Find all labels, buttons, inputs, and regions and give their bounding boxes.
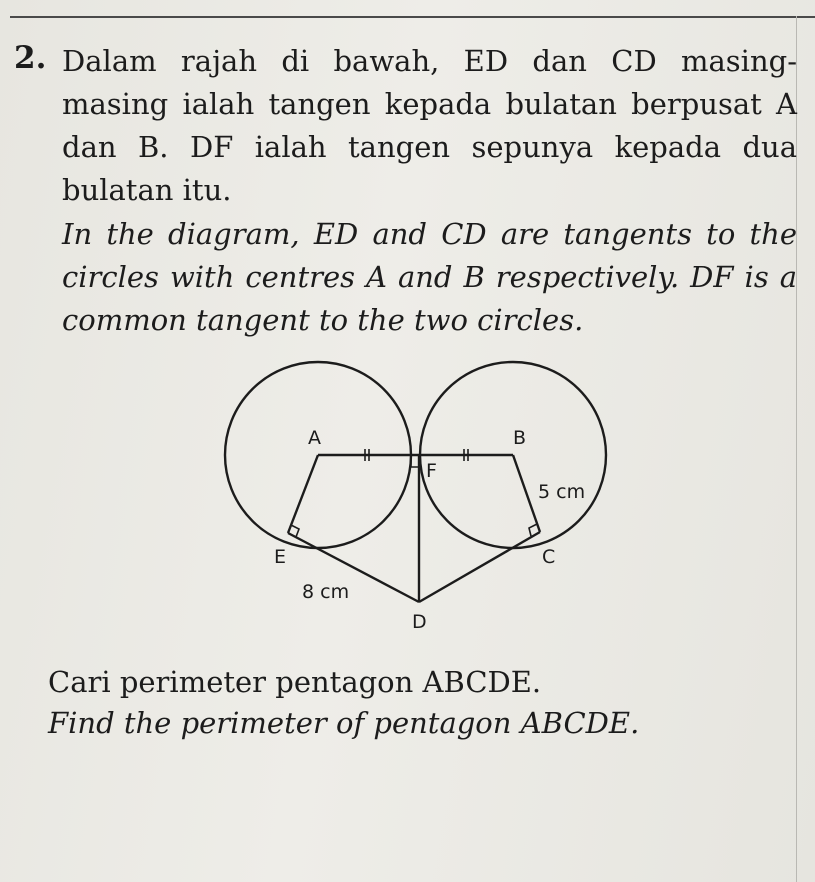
- top-divider: [10, 16, 815, 18]
- label-A: A: [308, 427, 321, 449]
- prompt-english: Find the perimeter of pentagon ABCDE.: [48, 706, 640, 740]
- question-text-english: In the diagram, ED and CD are tangents to the circles with centres A and B respectively. DF is a common tangent to the two circles.: [62, 217, 797, 337]
- line-AE: [288, 455, 318, 533]
- prompt-malay: Cari perimeter pentagon ABCDE.: [48, 665, 542, 699]
- label-C: C: [542, 546, 556, 568]
- right-angle-markers: [291, 455, 537, 537]
- label-F: F: [426, 460, 437, 482]
- label-5cm: 5 cm: [538, 481, 586, 503]
- question-number: 2.: [14, 40, 47, 76]
- question-text-malay: Dalam rajah di bawah, ED dan CD masing-masing ialah tangen kepada bulatan berpusat A dan B. DF ialah tangen sepunya kepada dua bulatan itu.: [62, 44, 797, 207]
- label-D: D: [412, 611, 427, 633]
- line-BC: [513, 455, 540, 532]
- label-B: B: [513, 427, 527, 449]
- label-E: E: [274, 546, 287, 568]
- label-8cm: 8 cm: [302, 581, 350, 603]
- tangent-circles-diagram: [220, 360, 640, 650]
